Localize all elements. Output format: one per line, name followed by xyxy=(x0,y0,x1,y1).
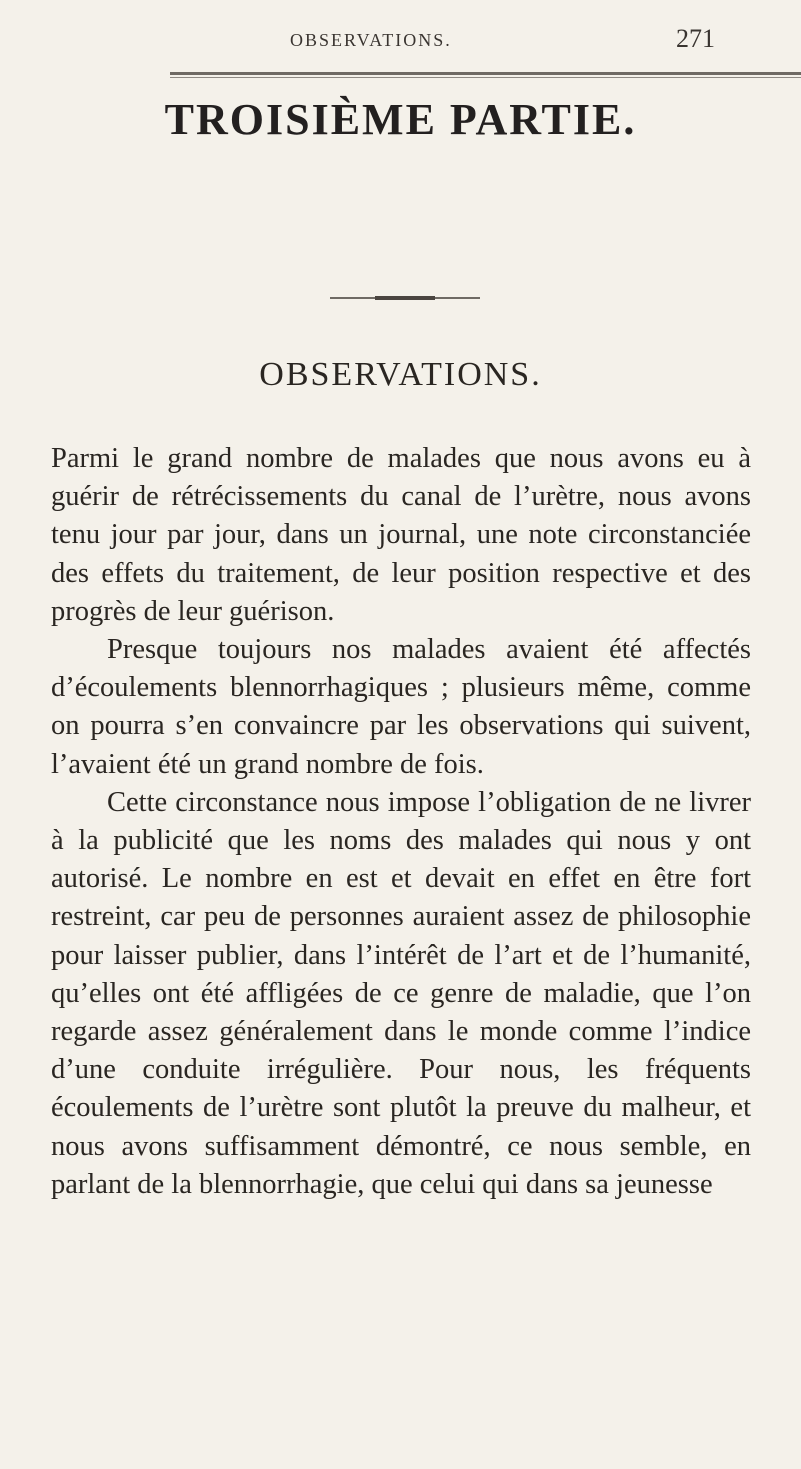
running-head-title: OBSERVATIONS. xyxy=(290,30,452,50)
section-title: OBSERVATIONS. xyxy=(259,356,542,393)
section-divider-ornament xyxy=(375,296,435,300)
part-title: TROISIÈME PARTIE. xyxy=(164,95,637,144)
body-text xyxy=(51,440,751,1204)
paragraph-3: Cette circonstance nous impose l’obligation de ne livrer à la publicité que les noms des malades qui nous y ont autorisé. Le nombre en est et devait en effet en être fort restreint, car peu de personnes auraient assez de philosophie pour laisser publier, dans l’intérêt de l’art et de l’humanité, qu’elles ont été affligées de ce genre de maladie, que l’on regarde assez généralement dans le monde comme l’indice d’une conduite irrégulière. Pour nous, les fréquents écoulements de l’urètre sont plutôt la preuve du malheur, et nous avons suffisamment démontré, ce nous semble, en parlant de la blennorrhagie, que celui qui dans sa jeunesse xyxy=(51,786,751,1200)
header-rule xyxy=(170,72,801,75)
header-rule-thin xyxy=(170,77,801,78)
paragraph-2: Presque toujours nos malades avaient été affectés d’écoulements blennorrhagiques ; plusieurs même, comme on pourra s’en convaincre par les observations qui suivent, l’avaient été un grand nombre de fois. xyxy=(51,634,751,780)
paragraph-1: Parmi le grand nombre de malades que nous avons eu à guérir de rétrécissements du canal de l’urètre, nous avons tenu jour par jour, dans un journal, une note circonstanciée des effets du traitement, de leur position respective et des progrès de leur guérison. xyxy=(51,443,751,627)
running-head xyxy=(0,20,801,60)
page-number: 271 xyxy=(676,24,715,53)
